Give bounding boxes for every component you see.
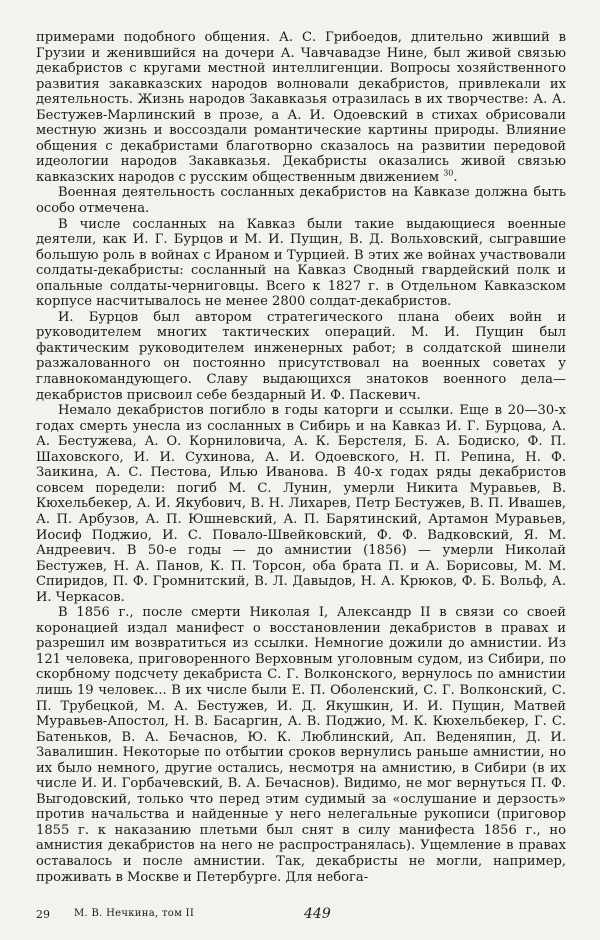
- paragraph-6: В 1856 г., после смерти Николая I, Александр II в связи со своей коронацией издал манифест о восстановлении декабристов в правах и разрешил им возвратиться из ссылки. Немногие дожили до амнистии. Из 121 человека, приговоренного Верховным уголовным судом, из Сибири, по скорбному подсчету декабриста С. Г. Волконского, вернулось по амнистии лишь 19 человек... В их числе были Е. П. Оболенский, С. Г. Волконский, С. П. Трубецкой, М. А. Бестужев, И. Д. Якушкин, И. И. Пущин, Матвей Муравьев-Апостол, Н. В. Басаргин, А. В. Поджио, М. К. Кюхельбекер, Г. С. Батеньков, В. А. Бечаснов, Ю. К. Люблинский, Ап. Веденяпин, Д. И. Завалишин. Некоторые по отбытии сроков вернулись раньше амнистии, но их было немного, другие остались, несмотря на амнистию, в Сибири (в их числе И. И. Горбачевский, В. А. Бечаснов). Видимо, не мог вернуться П. Ф. Выгодовский, только что перед этим судимый за «ослушание и дерзость» против начальства и найденные у него нелегальные рукописи (приговор 1855 г. к наказанию плетьми был снят в силу манифеста 1856 г., но амнистия декабристов на него не распространялась). Ущемление в правах оставалось и после амнистии. Так, декабристы не могли, например, проживать в Москве и Петербурге. Для небога-: [36, 605, 566, 885]
- page-footer: [36, 906, 566, 924]
- paragraph-4: И. Бурцов был автором стратегического плана обеих войн и руководителем многих тактических операций. М. И. Пущин был фактическим руководителем инженерных работ; в солдатской шинели разжалованного он постоянно присутствовал на военных советах у главнокомандующего. Славу выдающихся знатоков военного дела—декабристов присвоил себе бездарный И. Ф. Паскевич.: [36, 309, 566, 403]
- paragraph-1-text: примерами подобного общения. А. С. Грибоедов, длительно живший в Грузии и женившийся на дочери А. Чавчавадзе Нине, был живой связью декабристов с кругами местной интеллигенции. Вопросы хозяйственного развития закавказских народов волновали декабристов, привлекали их деятельность. Жизнь народов Закавказья отразилась в их творчестве: А. А. Бестужев-Марлинский в прозе, а А. И. Одоевский в стихах обрисовали местную жизнь и воссоздали романтические картины природы. Влияние общения с декабристами благотворно сказалось на развитии передовой идеологии народов Закавказья. Декабристы оказались живой связью кавказских народов с русским общественным движением: [36, 30, 566, 185]
- author-volume: М. В. Нечкина, том II: [74, 908, 195, 919]
- paragraph-3: В числе сосланных на Кавказ были такие выдающиеся военные деятели, как И. Г. Бурцов и М. И. Пущин, В. Д. Вольховский, сыгравшие большую роль в войнах с Ираном и Турцией. В этих же войнах участвовали солдаты-декабристы: сосланный на Кавказ Сводный гвардейский полк и опальные солдаты-черниговцы. Всего к 1827 г. в Отдельном Кавказском корпусе насчитывалось не менее 2800 солдат-декабристов.: [36, 216, 566, 310]
- signature-number: 29: [36, 908, 50, 921]
- paragraph-5: Немало декабристов погибло в годы каторги и ссылки. Еще в 20—30-х годах смерть унесла из сосланных в Сибирь и на Кавказ И. Г. Бурцова, А. А. Бестужева, А. О. Корниловича, А. К. Берстеля, Б. А. Бодиско, Ф. П. Шаховского, И. И. Сухинова, А. И. Одоевского, Н. П. Репина, Н. Ф. Заикина, А. С. Пестова, Илью Иванова. В 40-х годах ряды декабристов совсем поредели: погиб М. С. Лунин, умерли Никита Муравьев, В. Кюхельбекер, А. И. Якубович, В. Н. Лихарев, Петр Бестужев, В. П. Ивашев, А. П. Арбузов, А. П. Юшневский, А. П. Барятинский, Артамон Муравьев, Иосиф Поджио, И. С. Повало-Швейковский, Ф. Ф. Вадковский, Я. М. Андреевич. В 50-е годы — до амнистии (1856) — умерли Николай Бестужев, Н. А. Панов, К. П. Торсон, оба брата П. и А. Борисовы, М. М. Спиридов, П. Ф. Громнитский, В. Л. Давыдов, Н. А. Крюков, Ф. Б. Вольф, А. И. Черкасов.: [36, 403, 566, 605]
- paragraph-1-end: .: [453, 169, 458, 185]
- paragraph-1: [36, 30, 566, 185]
- page-number: 449: [304, 906, 331, 922]
- footnote-ref-30[interactable]: 30: [443, 168, 454, 178]
- paragraph-2: Военная деятельность сосланных декабристов на Кавказе должна быть особо отмечена.: [36, 185, 566, 217]
- page-body: [36, 30, 566, 910]
